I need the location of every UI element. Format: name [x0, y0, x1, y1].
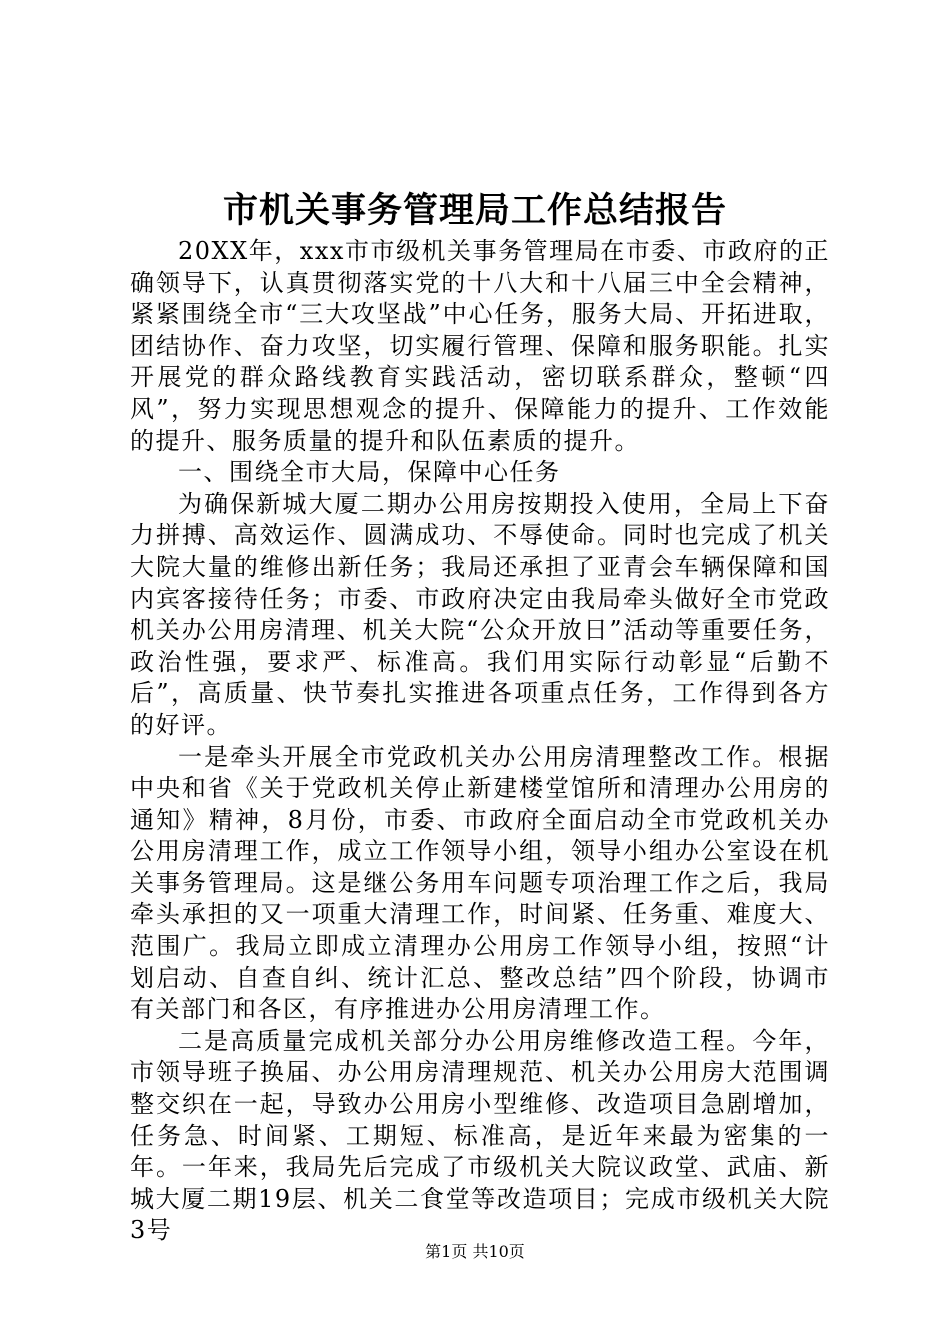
paragraph-item-2: 二是高质量完成机关部分办公用房维修改造工程。今年，市领导班子换届、办公用房清理规范、机关办公用房大范围调整交织在一起，导致办公用房小型维修、改造项目急剧增加，任务急、时间紧、工期短、标准高，是近年来最为密集的一年。一年来，我局先后完成了市级机关大院议政堂、武庙、新城大厦二期19层、机关二食堂等改造项目；完成市级机关大院3号 [130, 1026, 830, 1245]
paragraph-intro: 20XX年，xxx市市级机关事务管理局在市委、市政府的正确领导下，认真贯彻落实党的十八大和十八届三中全会精神，紧紧围绕全市“三大攻坚战”中心任务，服务大局、开拓进取，团结协作、奋力攻坚，切实履行管理、保障和服务职能。扎实开展党的群众路线教育实践活动，密切联系群众，整顿“四风”，努力实现思想观念的提升、保障能力的提升、工作效能的提升、服务质量的提升和队伍素质的提升。 [130, 237, 830, 455]
section-heading: 一、围绕全市大局，保障中心任务 [178, 458, 561, 487]
document-title: 市机关事务管理局工作总结报告 [222, 190, 727, 231]
paragraph-section-1: 为确保新城大厦二期办公用房按期投入使用，全局上下奋力拼搏、高效运作、圆满成功、不辱使命。同时也完成了机关大院大量的维修出新任务；我局还承担了亚青会车辆保障和国内宾客接待任务；市委、市政府决定由我局牵头做好全市党政机关办公用房清理、机关大院“公众开放日”活动等重要任务，政治性强，要求严、标准高。我们用实际行动彰显“后勤不后”，高质量、快节奏扎实推进各项重点任务，工作得到各方的好评。 [130, 489, 830, 739]
document-body [130, 236, 830, 1247]
paragraph-item-1: 一是牵头开展全市党政机关办公用房清理整改工作。根据中央和省《关于党政机关停止新建楼堂馆所和清理办公用房的通知》精神，8月份，市委、市政府全面启动全市党政机关办公用房清理工作，成立工作领导小组，领导小组办公室设在机关事务管理局。这是继公务用车问题专项治理工作之后，我局牵头承担的又一项重大清理工作，时间紧、任务重、难度大、范围广。我局立即成立清理办公用房工作领导小组，按照“计划启动、自查自纠、统计汇总、整改总结”四个阶段，协调市有关部门和各区，有序推进办公用房清理工作。 [130, 742, 830, 1024]
page-number-footer: 第1页 共10页 [425, 1242, 525, 1261]
